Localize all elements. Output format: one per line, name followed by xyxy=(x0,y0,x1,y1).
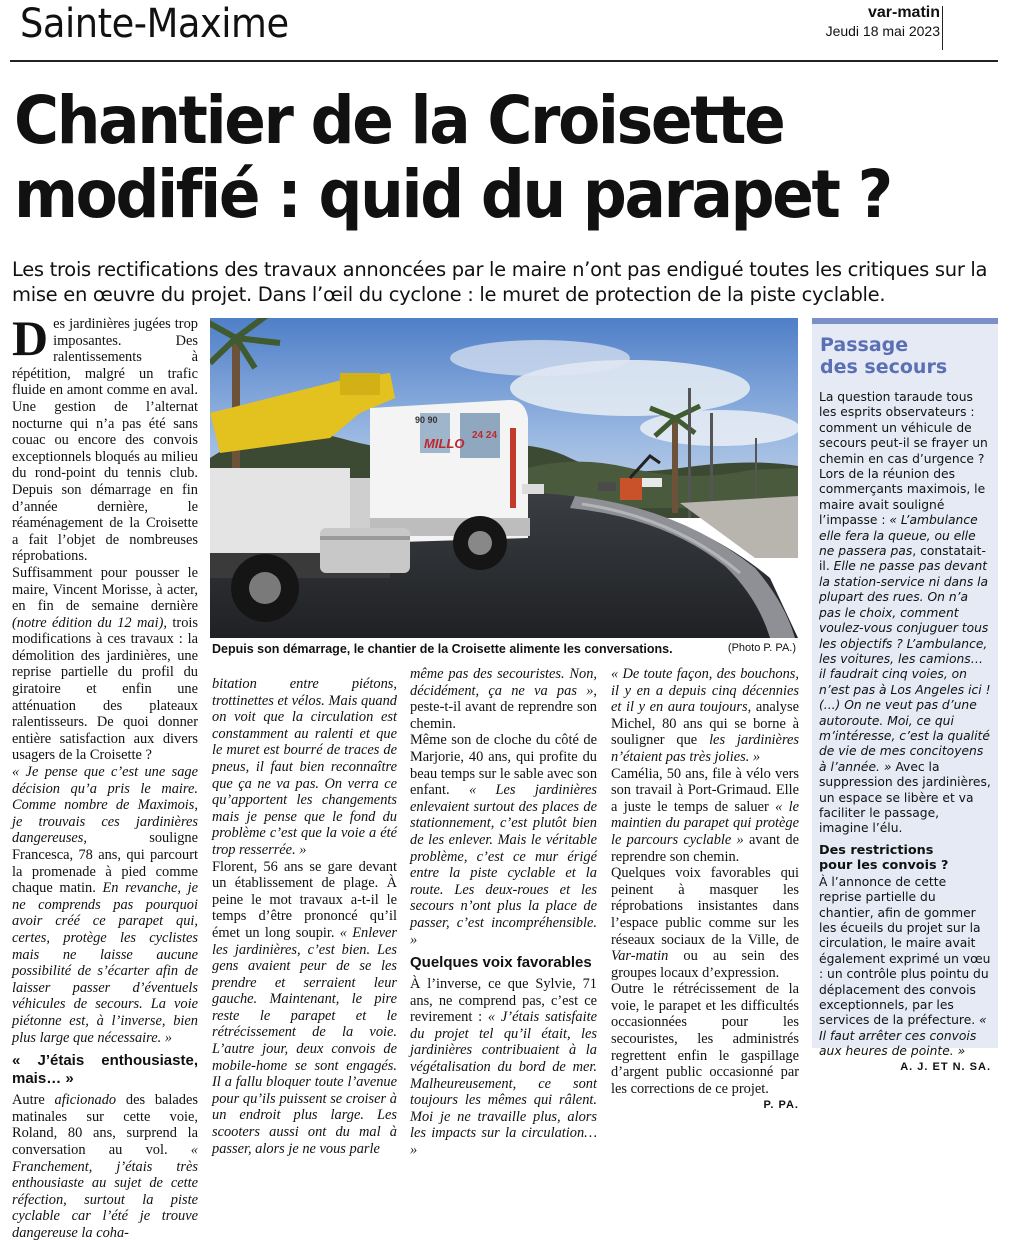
masthead xyxy=(826,5,940,41)
paragraph xyxy=(12,310,198,565)
text-run: avant de reprendre son chemin. xyxy=(611,831,799,865)
text-run: (notre édition du 12 mai) xyxy=(12,614,164,631)
sidebar-subheading xyxy=(819,843,991,873)
construction-site-photo xyxy=(210,318,798,638)
text-run: Avec la suppression des jardinières, un espace se libère et va faciliter le passage, imagine l’élu. xyxy=(819,759,991,836)
quote: « Franchement, j’étais très enthousiaste au sujet de cette réfection, surtout la piste cyclable car l’été je trouve dangereuse la coha- xyxy=(12,1141,198,1241)
paragraph xyxy=(611,666,799,766)
sidebar-box xyxy=(812,318,998,1073)
paragraph xyxy=(12,1092,198,1241)
quote: bitation entre piétons, trottinettes et vélos. Mais quand on voit que la circulation est constamment au ralenti et que le muret est bourré de traces de pneus, il faut bien reconnaître que ça ne va pas. On verra ce qu’apportent les changements mais je pense que le fond du problème c’est que la voie a été trop resserrée. » xyxy=(212,676,397,858)
sidebar-subheading-line-1: Des restrictions xyxy=(819,842,934,858)
paragraph xyxy=(410,666,597,732)
text-run: des balades matinales sur cette voie, Roland, 80 ans, surprend la conversation au vol. xyxy=(12,1092,198,1158)
quote: « J’étais satisfaite du projet tel qu’il était, les jardinières contribuaient à la végétalisation du bord de mer. Malheureusement, ce sont toujours les mêmes qui râlent. Moi je ne travaille plus, alors les impacts sur la circulation… » xyxy=(410,1009,597,1159)
photo-credit: (Photo P. PA.) xyxy=(727,642,796,654)
sidebar-subheading-line-2: pour les convois ? xyxy=(819,857,949,873)
text-run: Quelques voix favorables qui peinent à masquer les réprobations insistantes dans l’espace public comme sur les réseaux sociaux de la Ville, de xyxy=(611,865,799,948)
paragraph xyxy=(12,764,198,1046)
paragraph xyxy=(410,976,597,1159)
newspaper-brand: var-matin xyxy=(867,4,940,21)
quote: « De toute façon, des bouchons, il y en a depuis cinq décennies et il y en aura toujours xyxy=(611,666,799,716)
article-column-1 xyxy=(12,310,198,1241)
text-run: , peste-t-il avant de reprendre son chemin. xyxy=(410,682,597,732)
text-run: aficionado xyxy=(54,1092,117,1109)
text-run: À l’inverse, ce que Sylvie, 71 ans, ne comprend pas, c’est ce revirement : xyxy=(410,976,597,1026)
text-run: es jardinières jugées trop imposantes. Des ralentissements à répétition, malgré un trafic fluide en amont comme en aval. Une gestion de l’alternat nocturne qui n’a pas été sans couac ou encore des convois exceptionnels bloqués au milieu du rond-point du tennis club. Depuis son démarrage en fin d’année dernière, le réaménagement de la Croisette a fait l’objet de nombreuses réprobations. xyxy=(12,316,198,565)
paragraph xyxy=(410,732,597,948)
text-run: , analyse Michel, 80 ans qui se borne à souligner que xyxy=(611,699,799,749)
photo-caption: Depuis son démarrage, le chantier de la Croisette alimente les conversations. xyxy=(212,642,673,656)
text-run: À l’annonce de cette reprise partielle du chantier, afin de gommer les écueils du projet sur la circulation, le maire avait également exprimé un vœu : un contrôle plus pointu du déplacement des convois exceptionnels, par les services de la préfecture. xyxy=(819,874,991,1028)
paragraph xyxy=(611,865,799,981)
author-signature: P. PA. xyxy=(763,1099,799,1112)
header-divider xyxy=(942,6,943,50)
section-title: Sainte-Maxime xyxy=(20,1,289,47)
sidebar-title-line-2: des secours xyxy=(820,356,948,378)
text-run: Florent, 56 ans se gare devant un établissement de plage. À peine le mot travaux a-t-il le temps d’être prononcé qu’il émet un long soupir. xyxy=(212,858,397,941)
lead-paragraph: Les trois rectifications des travaux annoncées par le maire n’ont pas endigué toutes les critiques sur la mise en œuvre du projet. Dans l’œil du cyclone : le muret de protection de la piste cyclable. xyxy=(12,258,988,306)
header-rule xyxy=(10,60,998,62)
truck-cab-label: 90 90 xyxy=(415,415,438,425)
article-column-4 xyxy=(611,666,799,1114)
article-photo xyxy=(210,318,798,638)
text-run: Suffisamment pour pousser le maire, Vincent Morisse, à acter, en fin de semaine dernière xyxy=(12,564,198,615)
text-run: ou au sein des groupes locaux d’expression. xyxy=(611,948,799,981)
drop-cap: D xyxy=(12,310,49,366)
quote: Elle ne passe pas devant la station-service ni dans la plupart des rues. On n’a pas le choix, comment voulez-vous conjuguer tous les objectifs ? L’ambulance, les voitures, les camions… il faudrait cinq voies, on n’est pas à Los Angeles ici ! (...) On ne veut pas d’une autoroute. Moi, ce qui m’intéresse, c’est la qualité de vie de mes concitoyens à l’année. » xyxy=(819,559,991,774)
text-run: Outre le rétrécissement de la voie, le parapet et les difficultés occasionnées pour les secouristes, les administrés regrettent enfin le gaspillage d’argent public occasionné par les corrections de ce projet. xyxy=(611,981,799,1097)
paragraph xyxy=(611,766,799,866)
quote: « Je pense que c’est une sage décision qu’a pris le maire. Comme nombre de Maximois, je trouvais ces jardinières dangereuses xyxy=(12,764,198,847)
quote: « Il faut arrêter ces convois aux heures de pointe. » xyxy=(819,1013,987,1059)
article-column-3 xyxy=(410,666,597,1159)
text-run: Autre xyxy=(12,1092,55,1109)
sidebar-signature: A. J. ET N. SA. xyxy=(900,1060,991,1073)
subheading: « J’étais enthousiaste, mais… » xyxy=(12,1052,198,1088)
headline xyxy=(14,84,944,232)
truck-number: 24 24 xyxy=(472,430,498,441)
text-run: , souligne Francesca, 78 ans, qui parcourt la promenade à pied comme chaque matin. xyxy=(12,830,198,897)
paragraph xyxy=(212,859,397,1158)
text-run: La question taraude tous les esprits observateurs : comment un véhicule de secours peut-il se frayer un chemin en cas d’urgence ? Lors de la réunion des commerçants maximois, le maire avait souligné l’impasse : xyxy=(819,390,988,528)
quote: même pas des secouristes. Non, décidément, ça ne va pas » xyxy=(410,666,597,699)
headline-line-2: modifié : quid du parapet ? xyxy=(14,156,891,233)
article-column-2 xyxy=(212,676,397,1157)
sidebar-paragraph xyxy=(819,390,991,837)
quote: « Enlever les jardinières, c’est bien. Les gens avaient peur de se les prendre et serraient leur gauche. Maintenant, le pire reste le parapet et le rétrécissement de la voie. L’autre jour, deux convois de mobile-home se sont engagés. Il a fallu bloquer toute l’avenue pour qu’ils puissent se croiser à un endroit plus large. Les scooters aussi ont du mal à passer, alors je ne vous parle xyxy=(212,924,397,1157)
sidebar-text xyxy=(819,390,991,1075)
publication-date: Jeudi 18 mai 2023 xyxy=(825,23,940,39)
paragraph xyxy=(611,981,799,1097)
quote: En revanche, je ne comprends pas pourquoi avoir créé ce parapet qui, certes, protège les cyclistes mais ne laisse aucune possibilité de s’écarter afin de laisser passer d’éventuels véhicules de secours. La voie piétonne est, à l’inverse, bien plus large que nécessaire. » xyxy=(12,880,198,1046)
headline-line-1: Chantier de la Croisette xyxy=(14,82,784,159)
sidebar-title-line-1: Passage xyxy=(820,334,909,356)
quote: « le maintien du parapet qui protège le parcours cyclable » xyxy=(611,798,799,848)
text-run: , constatait-il. xyxy=(819,544,986,574)
text-run: Camélia, 50 ans, file à vélo vers son travail à Port-Grimaud. Elle a juste le temps de saluer xyxy=(611,765,799,815)
text-run: Var-matin xyxy=(611,948,669,965)
text-run: Même son de cloche du côté de Marjorie, 40 ans, qui profite du beau temps sur le sable avec son enfant. xyxy=(410,732,598,799)
sidebar-title xyxy=(820,334,947,378)
truck-logo: MILLO xyxy=(424,436,465,451)
quote: « Les jardinières enlevaient surtout des places de stationnement, c’est plutôt bien de les enlever. Mais le véritable problème, c’est ce mur érigé entre la piste cyclable et la route. Les deux-roues et les secours n’ont plus la place de passer, c’est incompréhensible. » xyxy=(410,782,598,948)
text-run: , trois modifications à ces travaux : la démolition des jardinières, une reprise partielle du profil du giratoire et enfin une atténuation des plateaux ralentisseurs. De quoi donner entière satisfaction aux divers usagers de la Croisette ? xyxy=(12,614,198,764)
sidebar-content xyxy=(812,324,998,1073)
subheading: Quelques voix favorables xyxy=(410,954,592,972)
quote: les jardinières n’étaient pas très jolies. » xyxy=(611,732,799,765)
paragraph xyxy=(12,565,198,764)
paragraph xyxy=(212,676,397,859)
quote: « L’ambulance elle fera la queue, ou elle ne passera pas xyxy=(819,513,978,559)
sidebar-paragraph xyxy=(819,875,991,1060)
